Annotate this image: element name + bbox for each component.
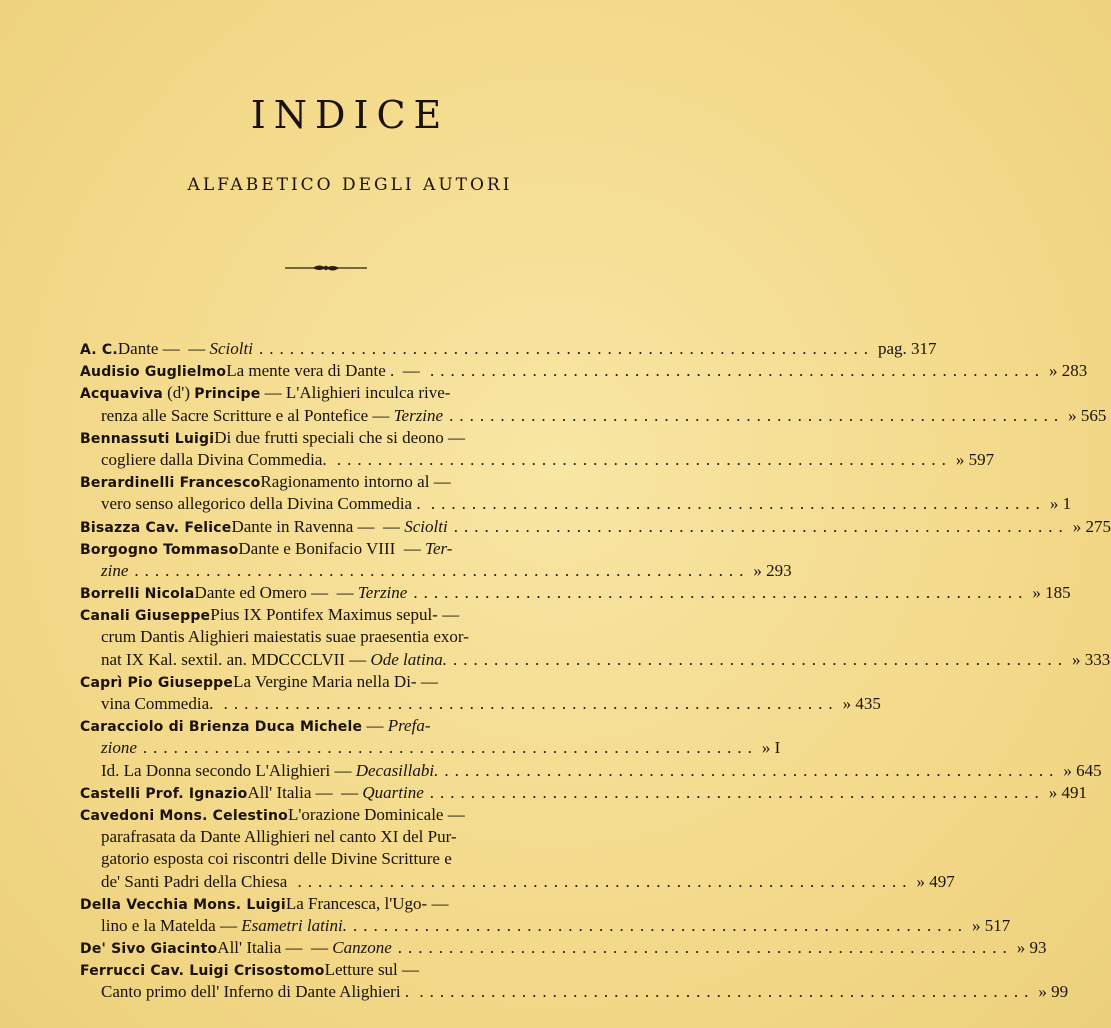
author-name: Cavedoni Mons. Celestino [80,807,288,824]
entry-separator: — [306,938,333,958]
entry-text: cogliere dalla Divina Commedia. [101,449,331,469]
entry-text: Letture sul [324,960,398,980]
index-entry-continuation [80,449,995,471]
page-reference: » 93 [1016,938,1047,958]
entry-separator: — [336,782,363,802]
entry-text: renza alle Sacre Scritture e al Pontefice — [101,405,394,425]
entry-text: vina Commedia. [101,694,218,713]
index-entry [80,804,570,826]
entry-text: Di due frutti speciali che si deono [214,427,444,447]
entry-text: Dante e Bonifacio VIII [238,538,400,558]
page-reference: » 283 [1049,361,1088,381]
entry-separator: — [437,605,464,625]
author-name: Bennassuti Luigi [80,430,215,447]
ornament-rule-icon [285,262,367,274]
author-name: Audisio Guglielmo [80,364,227,381]
author-name: Borgogno Tommaso [80,541,239,558]
entry-separator: — [427,893,453,913]
page-reference: » I [761,738,781,758]
author-name: Caprì Pio Giuseppe [80,674,234,691]
author-name: Della Vecchia Mons. Luigi [80,896,286,913]
index-entry [80,360,1088,382]
entry-form: Prefa- [387,716,431,736]
entry-form: Quartine [362,782,424,802]
author-index-list [80,338,1111,1004]
index-entry [80,338,937,360]
author-name: Caracciolo di Brienza Duca Michele [80,719,363,736]
author-name: Bisazza Cav. Felice [80,519,232,536]
entry-form: Canzone [332,938,392,958]
entry-text: (d') [162,383,195,403]
entry-text: crum Dantis Alighieri maiestatis suae praesentia exor- [101,627,469,647]
entry-form: Ter- [425,538,453,558]
entry-text: gatorio esposta coi riscontri delle Divine Scritture e [101,849,452,869]
index-entry [80,582,1071,604]
leader-dots: ............................................................ [223,694,839,713]
index-entry [80,715,570,737]
entry-text: Canto primo dell' Inferno di Dante Alighieri . [101,982,414,1002]
entry-text: lino e la Matelda — [101,915,242,935]
author-name: A. C. [80,342,118,358]
author-title: Principe [194,386,261,403]
entry-separator: — [416,671,443,691]
entry-text: All' Italia — [217,938,307,958]
index-entry-continuation [80,871,955,893]
page-reference: pag. 317 [877,339,937,358]
leader-dots: ............................................................ [134,560,750,580]
entry-separator: — [332,583,358,603]
page-title: INDICE [250,93,450,137]
index-entry-continuation [80,649,1111,671]
index-entry [80,516,1111,538]
index-entry [80,893,570,915]
entry-text: vero senso allegorico della Divina Commedia . [101,494,425,514]
index-entry-continuation [80,981,1069,1003]
page-reference: » 333 [1071,649,1111,669]
entry-form: Terzine [393,405,444,425]
entry-form: Ode latina. [370,649,447,669]
page-reference: » 185 [1032,583,1071,603]
leader-dots: ............................................................ [397,938,1013,958]
leader-dots: ............................................................ [353,915,968,935]
leader-dots: ............................................................ [444,760,1060,780]
entry-text: Dante in Ravenna — [231,516,379,536]
entry-separator: — [378,516,405,536]
index-entry-continuation [80,915,1011,937]
index-entry-continuation [80,760,1102,782]
index-entry-continuation [80,693,881,715]
author-name: Ferrucci Cav. Luigi Crisostomo [80,963,325,980]
entry-form: Decasillabi. [355,760,439,780]
entry-text: L'Alighieri inculca rive- [285,383,451,403]
index-entry-continuation [80,405,1107,427]
entry-text: de' Santi Padri della Chiesa [101,871,292,891]
entry-separator: — [397,960,424,980]
page-reference: » 517 [972,915,1011,935]
author-name: Acquaviva [80,386,163,403]
entry-separator: — [443,804,469,824]
index-entry-continuation [80,560,792,582]
entry-separator: — [398,361,425,381]
entry-text: Dante — [117,339,184,358]
leader-dots: ............................................................ [258,339,874,358]
entry-separator: — [443,427,470,447]
index-entry [80,782,1088,804]
leader-dots: ............................................................ [142,738,758,758]
author-name: Borrelli Nicola [80,586,195,603]
page-reference: » 435 [842,694,881,713]
page-reference: » 293 [753,560,792,580]
leader-dots: ............................................................ [449,405,1065,425]
index-entry [80,671,570,693]
index-entry [80,538,570,560]
leader-dots: ............................................................ [453,516,1069,536]
leader-dots: ............................................................ [429,782,1045,802]
entry-text: parafrasata da Dante Allighieri nel canto XI del Pur- [101,827,457,847]
entry-form: Sciolti [209,339,253,358]
index-entry [80,382,570,404]
index-entry-continuation [80,737,781,759]
entry-text: La mente vera di Dante . [226,361,399,381]
entry-form: Sciolti [404,516,448,536]
entry-text: Id. La Donna secondo L'Alighieri — [101,760,356,780]
index-entry [80,471,570,493]
page-reference: » 491 [1048,782,1088,802]
index-entry-continuation [80,626,570,648]
author-name: De' Sivo Giacinto [80,941,218,958]
page-reference: » 597 [955,449,995,469]
entry-text: La Francesca, l'Ugo- [285,893,428,913]
author-name: Berardinelli Francesco [80,475,261,492]
entry-text: Pius IX Pontifex Maximus sepul- [210,605,438,625]
author-name: Canali Giuseppe [80,608,211,625]
page-reference: » 275 [1072,516,1111,536]
index-entry-continuation [80,848,570,870]
page-reference: » 497 [916,871,955,891]
page-reference: » 99 [1038,982,1069,1002]
entry-text: nat IX Kal. sextil. an. MDCCCLVII — [101,649,371,669]
entry-form: zine [101,560,129,580]
entry-separator: — [183,339,210,358]
leader-dots: ............................................................ [430,494,1046,514]
leader-dots: ............................................................ [419,982,1035,1002]
entry-text: La Vergine Maria nella Di- [233,671,417,691]
leader-dots: ............................................................ [297,871,913,891]
index-entry-continuation [80,493,1072,515]
index-entry [80,427,570,449]
entry-form: Terzine [357,583,408,603]
entry-separator: — [399,538,426,558]
leader-dots: ............................................................ [452,649,1068,669]
index-entry-continuation [80,826,570,848]
entry-text: Ragionamento intorno al [260,472,430,492]
page-reference: » 565 [1068,405,1107,425]
leader-dots: ............................................................ [430,361,1046,381]
entry-form: Esametri latini. [241,915,347,935]
leader-dots: ............................................................ [413,583,1029,603]
entry-separator: — [260,383,286,403]
page-reference: » 645 [1063,760,1102,780]
leader-dots: ............................................................ [336,449,952,469]
entry-form: zione [101,738,137,758]
entry-separator: — [362,716,388,736]
page-subtitle: ALFABETICO DEGLI AUTORI [187,175,513,195]
entry-text: L'orazione Dominicale [287,804,444,824]
entry-separator: — [429,472,455,492]
page-reference: » 1 [1049,494,1072,514]
author-name: Castelli Prof. Ignazio [80,785,248,802]
index-entry [80,959,570,981]
index-entry [80,937,1047,959]
entry-text: All' Italia — [247,782,337,802]
entry-text: Dante ed Omero — [194,583,333,603]
index-entry [80,604,570,626]
